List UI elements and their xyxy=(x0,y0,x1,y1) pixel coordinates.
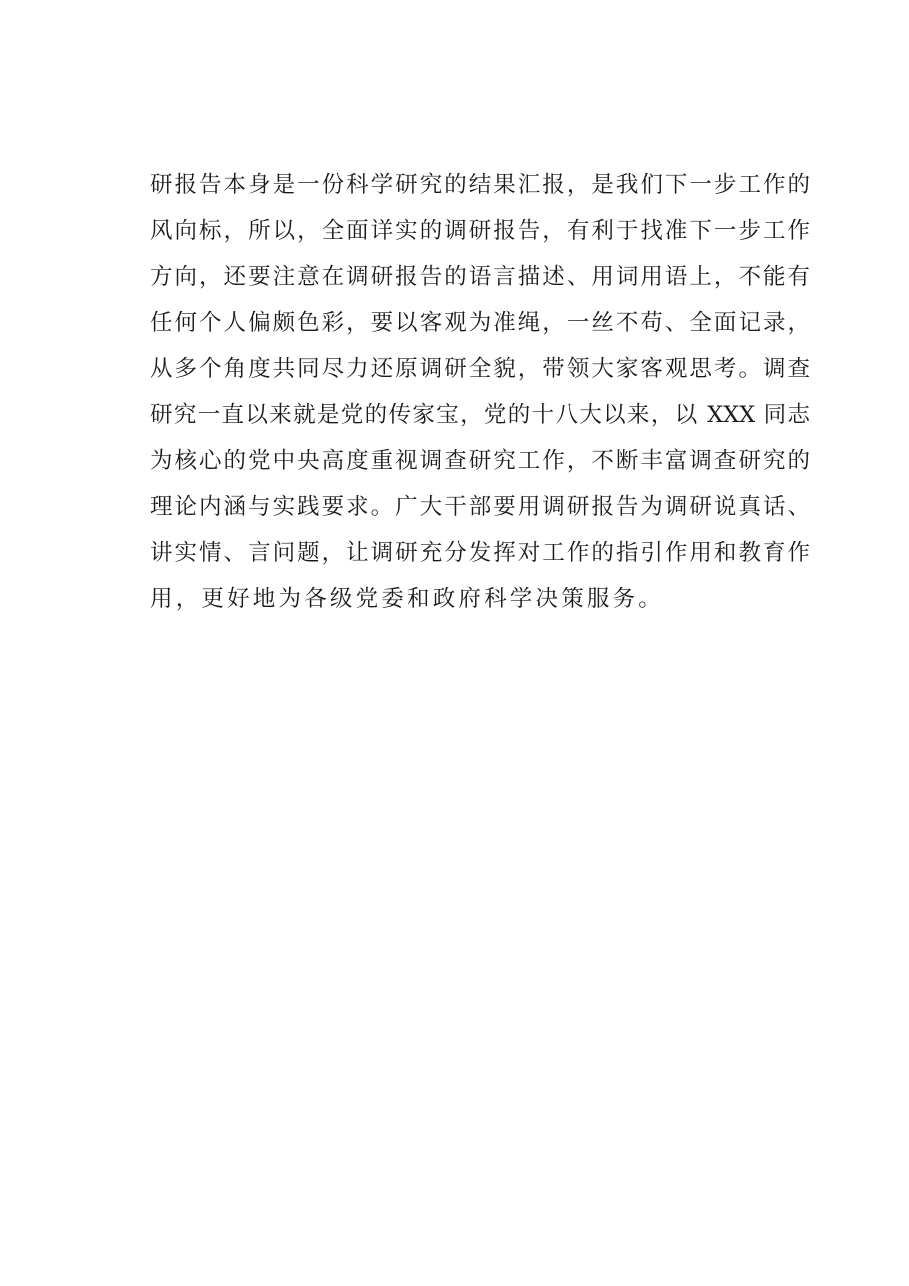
paragraph-line-9: 讲实情、言问题，让调研充分发挥对工作的指引作用和教育作 xyxy=(150,540,810,566)
paragraph-line-2: 风向标，所以，全面详实的调研报告，有利于找准下一步工作 xyxy=(150,218,810,244)
paragraph-line-6: 研究一直以来就是党的传家宝，党的十八大以来，以 XXX 同志 xyxy=(150,402,810,428)
paragraph-line-1: 研报告本身是一份科学研究的结果汇报，是我们下一步工作的 xyxy=(150,172,810,198)
paragraph-line-8: 理论内涵与实践要求。广大干部要用调研报告为调研说真话、 xyxy=(150,494,810,520)
paragraph-line-4: 任何个人偏颇色彩，要以客观为准绳，一丝不苟、全面记录， xyxy=(150,310,810,336)
paragraph-line-10: 用，更好地为各级党委和政府科学决策服务。 xyxy=(150,586,665,612)
paragraph-line-3: 方向，还要注意在调研报告的语言描述、用词用语上，不能有 xyxy=(150,264,810,290)
paragraph-line-5: 从多个角度共同尽力还原调研全貌，带领大家客观思考。调查 xyxy=(150,356,810,382)
body-paragraph xyxy=(150,162,810,622)
paragraph-line-7: 为核心的党中央高度重视调查研究工作，不断丰富调查研究的 xyxy=(150,448,810,474)
